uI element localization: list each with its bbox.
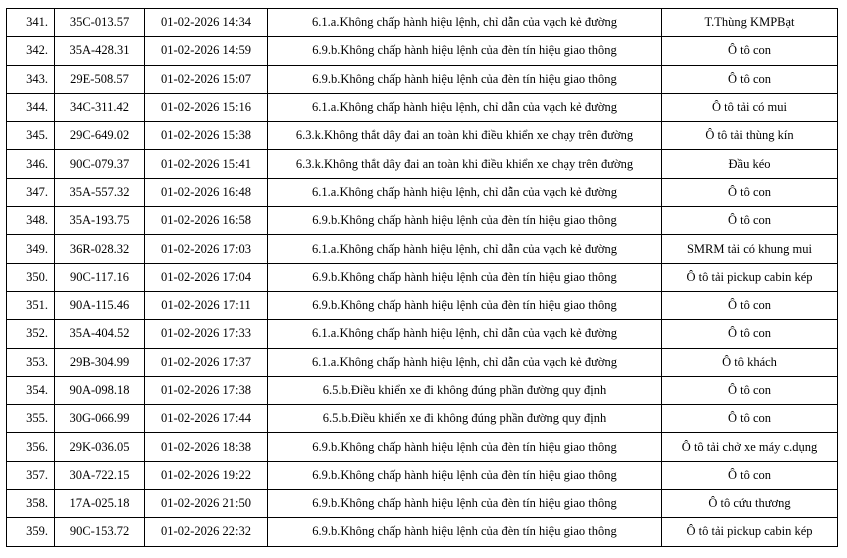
vehicle-type-cell: SMRM tải có khung mui <box>662 235 838 263</box>
vehicle-type-cell: Ô tô con <box>662 178 838 206</box>
violation-cell: 6.1.a.Không chấp hành hiệu lệnh, chỉ dẫn của vạch kẻ đường <box>268 320 662 348</box>
vehicle-type-cell: Đầu kéo <box>662 150 838 178</box>
row-number-cell: 358. <box>7 490 55 518</box>
violation-cell: 6.5.b.Điều khiển xe đi không đúng phần đường quy định <box>268 376 662 404</box>
timestamp-cell: 01-02-2026 21:50 <box>145 490 268 518</box>
violation-cell: 6.3.k.Không thắt dây đai an toàn khi điều khiển xe chạy trên đường <box>268 122 662 150</box>
vehicle-type-cell: Ô tô con <box>662 37 838 65</box>
violation-cell: 6.9.b.Không chấp hành hiệu lệnh của đèn tín hiệu giao thông <box>268 518 662 546</box>
violation-cell: 6.9.b.Không chấp hành hiệu lệnh của đèn tín hiệu giao thông <box>268 461 662 489</box>
table-row <box>7 461 838 489</box>
vehicle-type-cell: Ô tô con <box>662 461 838 489</box>
table-row <box>7 433 838 461</box>
table-row <box>7 93 838 121</box>
vehicle-type-cell: Ô tô khách <box>662 348 838 376</box>
license-plate-cell: 90A-098.18 <box>55 376 145 404</box>
vehicle-type-cell: Ô tô tải pickup cabin kép <box>662 518 838 546</box>
table-row <box>7 235 838 263</box>
timestamp-cell: 01-02-2026 17:11 <box>145 291 268 319</box>
vehicle-type-cell: Ô tô tải có mui <box>662 93 838 121</box>
row-number-cell: 352. <box>7 320 55 348</box>
violation-cell: 6.9.b.Không chấp hành hiệu lệnh của đèn tín hiệu giao thông <box>268 37 662 65</box>
timestamp-cell: 01-02-2026 15:16 <box>145 93 268 121</box>
timestamp-cell: 01-02-2026 17:33 <box>145 320 268 348</box>
timestamp-cell: 01-02-2026 22:32 <box>145 518 268 546</box>
row-number-cell: 351. <box>7 291 55 319</box>
vehicle-type-cell: Ô tô tải thùng kín <box>662 122 838 150</box>
timestamp-cell: 01-02-2026 15:38 <box>145 122 268 150</box>
row-number-cell: 356. <box>7 433 55 461</box>
vehicle-type-cell: Ô tô cứu thương <box>662 490 838 518</box>
vehicle-type-cell: Ô tô tải chở xe máy c.dụng <box>662 433 838 461</box>
license-plate-cell: 90A-115.46 <box>55 291 145 319</box>
violation-cell: 6.1.a.Không chấp hành hiệu lệnh, chỉ dẫn của vạch kẻ đường <box>268 178 662 206</box>
row-number-cell: 354. <box>7 376 55 404</box>
table-row <box>7 320 838 348</box>
violation-cell: 6.9.b.Không chấp hành hiệu lệnh của đèn tín hiệu giao thông <box>268 433 662 461</box>
timestamp-cell: 01-02-2026 17:37 <box>145 348 268 376</box>
row-number-cell: 348. <box>7 207 55 235</box>
vehicle-type-cell: Ô tô con <box>662 65 838 93</box>
license-plate-cell: 30G-066.99 <box>55 405 145 433</box>
timestamp-cell: 01-02-2026 16:58 <box>145 207 268 235</box>
timestamp-cell: 01-02-2026 17:03 <box>145 235 268 263</box>
timestamp-cell: 01-02-2026 15:07 <box>145 65 268 93</box>
timestamp-cell: 01-02-2026 17:44 <box>145 405 268 433</box>
table-row <box>7 518 838 546</box>
row-number-cell: 341. <box>7 9 55 37</box>
violations-table-body <box>7 9 838 547</box>
violation-cell: 6.9.b.Không chấp hành hiệu lệnh của đèn tín hiệu giao thông <box>268 207 662 235</box>
table-row <box>7 207 838 235</box>
timestamp-cell: 01-02-2026 19:22 <box>145 461 268 489</box>
license-plate-cell: 35A-557.32 <box>55 178 145 206</box>
table-row <box>7 65 838 93</box>
timestamp-cell: 01-02-2026 15:41 <box>145 150 268 178</box>
table-row <box>7 9 838 37</box>
table-row <box>7 291 838 319</box>
vehicle-type-cell: Ô tô con <box>662 405 838 433</box>
row-number-cell: 350. <box>7 263 55 291</box>
violation-cell: 6.9.b.Không chấp hành hiệu lệnh của đèn tín hiệu giao thông <box>268 65 662 93</box>
row-number-cell: 349. <box>7 235 55 263</box>
table-row <box>7 122 838 150</box>
row-number-cell: 346. <box>7 150 55 178</box>
violation-cell: 6.9.b.Không chấp hành hiệu lệnh của đèn tín hiệu giao thông <box>268 490 662 518</box>
license-plate-cell: 30A-722.15 <box>55 461 145 489</box>
violation-cell: 6.1.a.Không chấp hành hiệu lệnh, chỉ dẫn của vạch kẻ đường <box>268 235 662 263</box>
vehicle-type-cell: Ô tô con <box>662 320 838 348</box>
violation-cell: 6.1.a.Không chấp hành hiệu lệnh, chỉ dẫn của vạch kẻ đường <box>268 348 662 376</box>
table-row <box>7 405 838 433</box>
license-plate-cell: 36R-028.32 <box>55 235 145 263</box>
license-plate-cell: 90C-153.72 <box>55 518 145 546</box>
violation-cell: 6.9.b.Không chấp hành hiệu lệnh của đèn tín hiệu giao thông <box>268 291 662 319</box>
license-plate-cell: 90C-117.16 <box>55 263 145 291</box>
violation-cell: 6.5.b.Điều khiển xe đi không đúng phần đường quy định <box>268 405 662 433</box>
violation-cell: 6.1.a.Không chấp hành hiệu lệnh, chỉ dẫn của vạch kẻ đường <box>268 9 662 37</box>
table-row <box>7 178 838 206</box>
license-plate-cell: 34C-311.42 <box>55 93 145 121</box>
row-number-cell: 343. <box>7 65 55 93</box>
table-row <box>7 263 838 291</box>
timestamp-cell: 01-02-2026 18:38 <box>145 433 268 461</box>
row-number-cell: 347. <box>7 178 55 206</box>
table-row <box>7 150 838 178</box>
violations-table <box>6 8 838 547</box>
license-plate-cell: 29E-508.57 <box>55 65 145 93</box>
timestamp-cell: 01-02-2026 16:48 <box>145 178 268 206</box>
timestamp-cell: 01-02-2026 14:59 <box>145 37 268 65</box>
timestamp-cell: 01-02-2026 17:04 <box>145 263 268 291</box>
vehicle-type-cell: Ô tô con <box>662 376 838 404</box>
license-plate-cell: 17A-025.18 <box>55 490 145 518</box>
row-number-cell: 344. <box>7 93 55 121</box>
row-number-cell: 359. <box>7 518 55 546</box>
timestamp-cell: 01-02-2026 17:38 <box>145 376 268 404</box>
timestamp-cell: 01-02-2026 14:34 <box>145 9 268 37</box>
license-plate-cell: 35C-013.57 <box>55 9 145 37</box>
license-plate-cell: 29B-304.99 <box>55 348 145 376</box>
table-row <box>7 37 838 65</box>
table-row <box>7 490 838 518</box>
violation-cell: 6.1.a.Không chấp hành hiệu lệnh, chỉ dẫn của vạch kẻ đường <box>268 93 662 121</box>
row-number-cell: 355. <box>7 405 55 433</box>
license-plate-cell: 35A-404.52 <box>55 320 145 348</box>
vehicle-type-cell: Ô tô tải pickup cabin kép <box>662 263 838 291</box>
row-number-cell: 357. <box>7 461 55 489</box>
license-plate-cell: 29K-036.05 <box>55 433 145 461</box>
vehicle-type-cell: Ô tô con <box>662 207 838 235</box>
vehicle-type-cell: Ô tô con <box>662 291 838 319</box>
vehicle-type-cell: T.Thùng KMPBạt <box>662 9 838 37</box>
row-number-cell: 345. <box>7 122 55 150</box>
row-number-cell: 342. <box>7 37 55 65</box>
license-plate-cell: 29C-649.02 <box>55 122 145 150</box>
violation-cell: 6.3.k.Không thắt dây đai an toàn khi điều khiển xe chạy trên đường <box>268 150 662 178</box>
table-row <box>7 376 838 404</box>
license-plate-cell: 35A-193.75 <box>55 207 145 235</box>
row-number-cell: 353. <box>7 348 55 376</box>
violation-cell: 6.9.b.Không chấp hành hiệu lệnh của đèn tín hiệu giao thông <box>268 263 662 291</box>
license-plate-cell: 90C-079.37 <box>55 150 145 178</box>
table-row <box>7 348 838 376</box>
license-plate-cell: 35A-428.31 <box>55 37 145 65</box>
